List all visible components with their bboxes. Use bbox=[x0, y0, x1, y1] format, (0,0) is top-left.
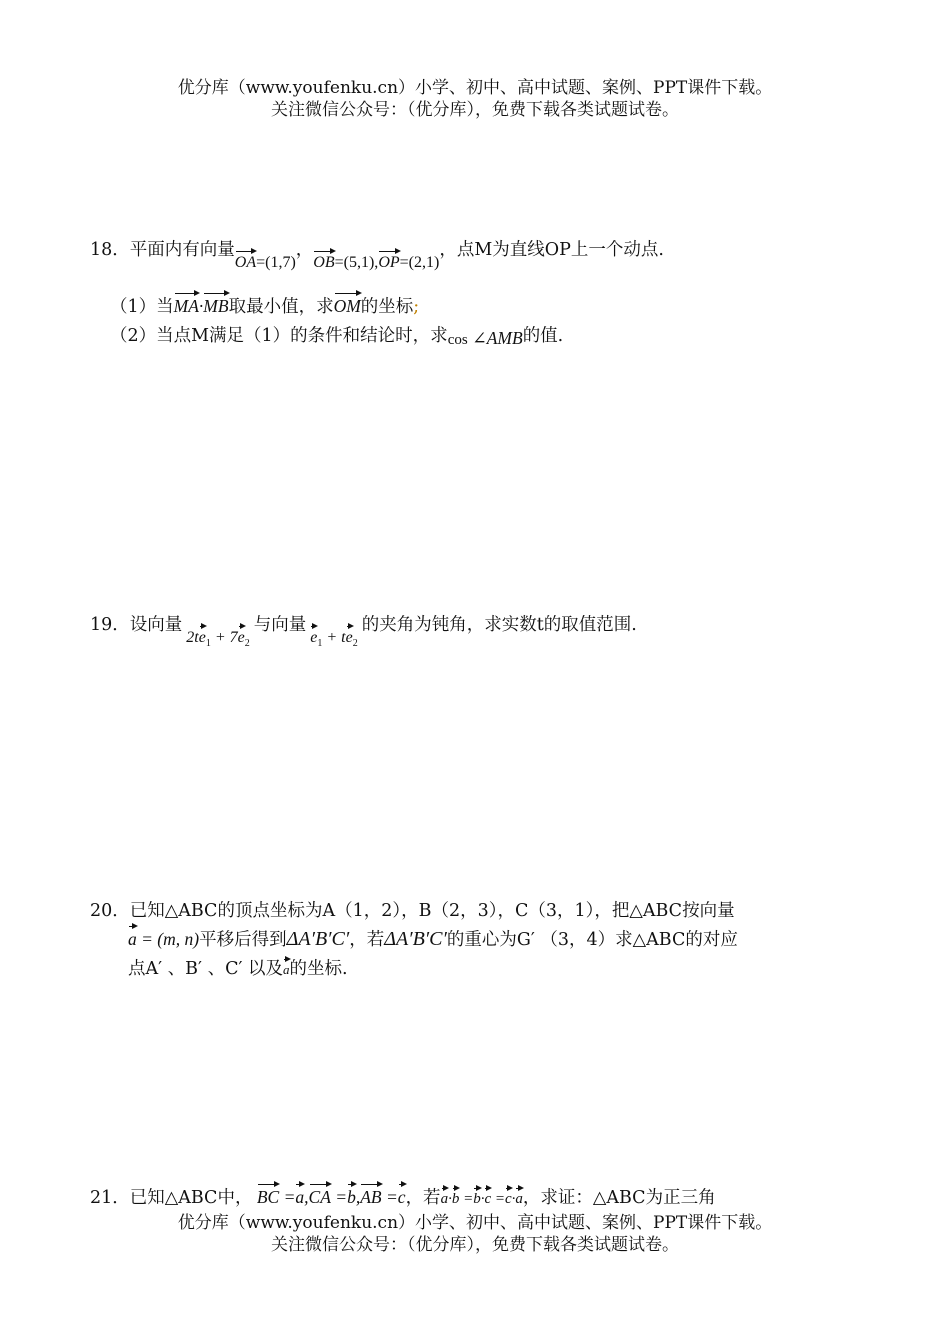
header-top-line2: 关注微信公众号：（优分库），免费下载各类试题试卷。 bbox=[271, 100, 679, 120]
q18-p2-tail: 的值. bbox=[522, 326, 564, 346]
q20-text-2c: 的重心为G′ （3，4）求△ABC的对应 bbox=[446, 930, 738, 950]
q21-vector-defs: BC =a,CA =b,AB =c bbox=[256, 1187, 406, 1207]
vector-a-def: a = (m, n) bbox=[128, 929, 200, 949]
triangle-prime-2: ΔA′B′C′ bbox=[384, 928, 447, 950]
q19-vector-1: $2te_1 + 7e_2$ bbox=[182, 629, 250, 650]
q20-text-2b: ，若 bbox=[349, 930, 385, 950]
q18-number: 18． bbox=[90, 240, 130, 260]
q21-stem bbox=[90, 1184, 716, 1209]
q18-p2-cos: cos bbox=[447, 332, 468, 348]
header-top bbox=[0, 77, 950, 121]
q21-number: 21． bbox=[90, 1188, 130, 1208]
q21-text-b: ，若 bbox=[405, 1188, 441, 1208]
q18-p2-prefix: （2）当点M满足（1）的条件和结论时，求 bbox=[110, 326, 448, 346]
q18-part1 bbox=[110, 293, 419, 318]
vector-ob: OB bbox=[313, 254, 335, 271]
q20-text-1: 已知△ABC的顶点坐标为A（1，2），B（2，3），C（3，1），把△ABC按向量 bbox=[129, 901, 735, 921]
header-bottom bbox=[0, 1212, 950, 1256]
q18-intro: 平面内有向量 bbox=[129, 240, 235, 260]
vector-mb: MB bbox=[203, 296, 229, 316]
q18-part2 bbox=[110, 322, 563, 347]
q18-vectors bbox=[235, 252, 296, 271]
q18-p1-prefix: （1）当 bbox=[110, 297, 174, 317]
q19-vector-2: $e_1 + te_2$ bbox=[310, 629, 358, 650]
q18-p1-mid: 取最小值，求 bbox=[228, 297, 334, 317]
vector-oa: OA bbox=[234, 254, 257, 271]
vector-op: OP bbox=[378, 254, 400, 271]
q19-text-a: 设向量 bbox=[129, 615, 183, 635]
q20-line2 bbox=[128, 926, 738, 951]
q20-line3 bbox=[128, 955, 348, 980]
q18-p1-semicolon: ; bbox=[413, 297, 420, 317]
q18-p1-tail: 的坐标 bbox=[360, 297, 414, 317]
vector-a-small: a bbox=[283, 962, 290, 977]
header-top-line1: 优分库（www.youfenku.cn）小学、初中、高中试题、案例、PPT课件下载。 bbox=[177, 78, 773, 98]
q20-text-2a: 平移后得到 bbox=[199, 930, 287, 950]
q19-number: 19． bbox=[90, 615, 130, 635]
header-bottom-line2: 关注微信公众号：（优分库），免费下载各类试题试卷。 bbox=[271, 1235, 679, 1255]
q21-text-a: 已知△ABC中， bbox=[129, 1188, 253, 1208]
q21-dot-products: a·b =b·c =c·a bbox=[440, 1191, 523, 1207]
triangle-prime-1: ΔA′B′C′ bbox=[286, 928, 350, 950]
q18-op-value: =(2,1) bbox=[399, 254, 440, 271]
vector-ma: MA bbox=[173, 296, 199, 316]
q19-stem bbox=[90, 611, 637, 650]
header-bottom-line1: 优分库（www.youfenku.cn）小学、初中、高中试题、案例、PPT课件下载。 bbox=[177, 1213, 773, 1233]
q18-stem bbox=[90, 236, 664, 271]
q18-ob-value: =(5,1), bbox=[334, 254, 379, 271]
q20-number: 20． bbox=[90, 901, 130, 921]
q21-text-c: ，求证：△ABC为正三角 bbox=[522, 1188, 716, 1208]
angle-amb: ∠AMB bbox=[467, 328, 523, 348]
q20-text-3a: 点A′ 、B′ 、C′ 以及 bbox=[128, 959, 283, 979]
q18-tail: ，点M为直线OP上一个动点. bbox=[439, 240, 664, 260]
q20-line1 bbox=[90, 897, 735, 922]
q20-text-3b: 的坐标. bbox=[289, 959, 348, 979]
q19-text-b: 与向量 bbox=[253, 615, 307, 635]
q18-oa-value: =(1,7) bbox=[256, 254, 296, 271]
q19-text-c: 的夹角为钝角，求实数t的取值范围. bbox=[361, 615, 637, 635]
q18-p1-vectors: MA·MB bbox=[173, 296, 229, 316]
vector-om: OM bbox=[333, 296, 361, 316]
q18-sep: ， bbox=[295, 240, 314, 260]
q18-vectors-2 bbox=[313, 252, 439, 271]
